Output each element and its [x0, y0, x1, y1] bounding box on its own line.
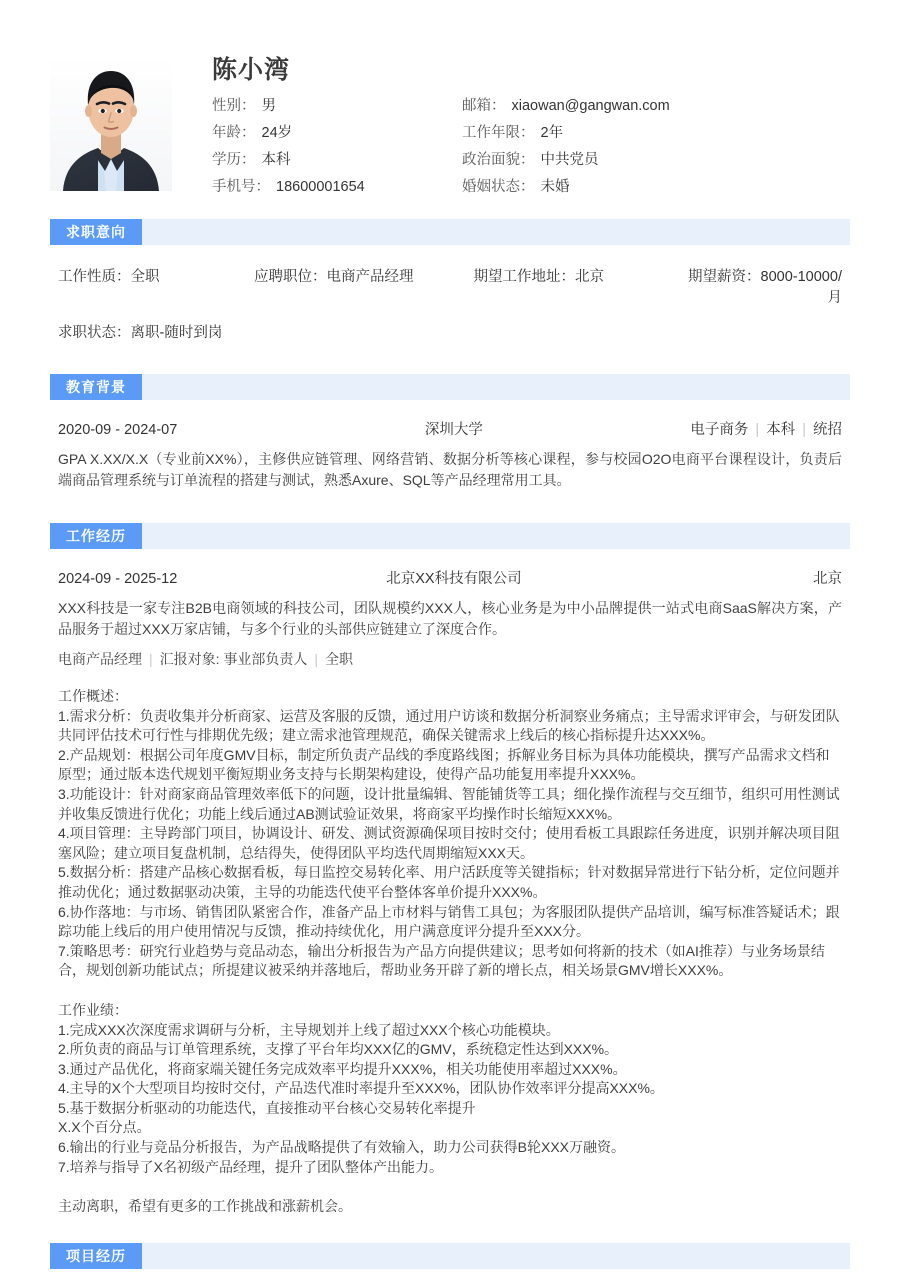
job-intent-status-label: 求职状态：: [58, 325, 131, 341]
work-overview-item: 6.协作落地：与市场、销售团队紧密合作，准备产品上市材料与销售工具包；为客服团队提供产品培训，编写标准答疑话术；跟踪功能上线后的用户使用情况与反馈，推动持续优化，用户满意度评分提升至XXX分。: [58, 903, 840, 940]
info-degree-label: 学历：: [212, 152, 256, 168]
work-overview-item: 4.项目管理：主导跨部门项目，协调设计、研发、测试资源确保项目按时交付；使用看板工具跟踪任务进度，识别并解决项目阻塞风险；建立项目复盘机制，总结得失，使得团队平均迭代周期缩短XXX天。: [58, 825, 840, 861]
job-intent-salary-value: 8000-10000/月: [760, 269, 842, 306]
divider: |: [755, 422, 760, 438]
info-marital-label: 婚姻状态：: [462, 179, 535, 195]
info-age-label: 年龄：: [212, 125, 256, 141]
work-meta-nature: 全职: [325, 651, 354, 667]
info-gender-value: 男: [261, 98, 276, 114]
education-tag-major: 电子商务: [690, 422, 749, 438]
work-company: 北京XX科技有限公司: [386, 571, 522, 587]
work-overview-item: 7.策略思考：研究行业趋势与竞品动态，输出分析报告为产品方向提供建议；思考如何将新的技术（如AI推荐）与业务场景结合，规划创新功能试点；所提建议被采纳并落地后，帮助业务开辟了新的增长点，相关场景GMV增长XXX%。: [58, 942, 825, 979]
info-political: [462, 151, 850, 169]
profile-photo: [50, 55, 172, 191]
education-description: GPA X.XX/X.X（专业前XX%），主修供应链管理、网络营销、数据分析等核心课程，参与校园O2O电商平台课程设计，负责后端商品管理系统与订单流程的搭建与测试，熟悉Axure、SQL等产品经理常用工具。: [58, 451, 842, 488]
work-location: 北京: [812, 571, 842, 587]
section-title-job-intent: 求职意向: [50, 219, 142, 245]
info-gender-label: 性别：: [212, 98, 256, 114]
header-details: [172, 55, 850, 196]
info-work-years: [462, 124, 850, 142]
job-intent-status-value: 离职-随时到岗: [130, 325, 223, 341]
divider: |: [802, 422, 806, 438]
work-achievement-item: 3.通过产品优化，将商家端关键任务完成效率平均提升XXX%，相关功能使用率超过XXX%。: [58, 1060, 627, 1077]
job-intent-position-value: 电商产品经理: [326, 269, 414, 285]
info-marital: [462, 178, 850, 196]
info-age: [212, 124, 462, 142]
info-degree: [212, 151, 462, 169]
job-intent-city: [474, 265, 678, 286]
work-achievement-item: 4.主导的X个大型项目均按时交付，产品迭代准时率提升至XXX%，团队协作效率评分提高XXX%。: [58, 1080, 664, 1097]
work-overview-item: 1.需求分析：负责收集并分析商家、运营及客服的反馈，通过用户访谈和数据分析洞察业务痛点；主导需求评审会，与研发团队共同评估技术可行性与排期优先级；建立需求池管理规范，确保关键需求上线后的核心指标提升达XXX%。: [58, 707, 840, 744]
info-work-years-value: 2年: [540, 125, 564, 141]
job-intent-position: [254, 265, 474, 286]
info-marital-value: 未婚: [540, 179, 570, 195]
info-email-label: 邮箱：: [462, 98, 506, 114]
education-tag-admission: 统招: [812, 422, 842, 438]
section-header-work: [50, 523, 850, 549]
work-date: 2024-09 - 2025-12: [58, 571, 178, 587]
job-intent-nature-label: 工作性质：: [58, 269, 131, 285]
resume-content: [50, 0, 850, 1287]
job-intent-position-label: 应聘职位：: [254, 269, 327, 285]
work-company-intro: XXX科技是一家专注B2B电商领域的科技公司，团队规模约XXX人，核心业务是为中小品牌提供一站式电商SaaS解决方案，产品服务于超过XXX万家店铺，与多个行业的头部供应链建立了深度合作。: [58, 600, 842, 637]
section-header-education: [50, 374, 850, 400]
info-email-value: xiaowan@gangwan.com: [511, 98, 670, 114]
work-achievement-item: 5.基于数据分析驱动的功能迭代，直接推动平台核心交易转化率提升: [58, 1099, 476, 1116]
info-phone: [212, 178, 462, 196]
education-entry-head: [58, 418, 842, 439]
work-achievement-title: 工作业绩：: [58, 1001, 128, 1018]
job-intent-block: [50, 265, 850, 342]
work-block: [50, 567, 850, 1217]
job-intent-row-1: [58, 265, 842, 307]
info-phone-label: 手机号：: [212, 179, 270, 195]
info-age-value: 24岁: [261, 125, 293, 141]
section-header-project: [50, 1243, 850, 1269]
work-overview-item: 2.产品规划：根据公司年度GMV目标，制定所负责产品线的季度路线图；拆解业务目标为具体功能模块，撰写产品需求文档和原型；通过版本迭代规划平衡短期业务支持与长期架构建设，使得产品功能复用率提升XXX%。: [58, 746, 830, 783]
info-email: [462, 97, 850, 115]
education-block: [50, 418, 850, 491]
section-title-work: 工作经历: [50, 523, 142, 549]
work-achievement-item: X.X个百分点。: [58, 1119, 151, 1136]
section-header-job-intent: [50, 219, 850, 245]
resume-header: [50, 0, 850, 195]
divider: |: [314, 651, 319, 667]
info-gender: [212, 97, 462, 115]
work-achievement-item: 7.培养与指导了X名初级产品经理，提升了团队整体产出能力。: [58, 1158, 444, 1175]
work-overview-item: 3.功能设计：针对商家商品管理效率低下的问题，设计批量编辑、智能铺货等工具；细化操作流程与交互细节，组织可用性测试并收集反馈进行优化；功能上线后通过AB测试验证效果，将商家平均操作时长缩短XXX%。: [58, 785, 840, 822]
job-intent-nature: [58, 265, 254, 286]
work-overview-title: 工作概述：: [58, 688, 128, 704]
info-political-label: 政治面貌：: [462, 152, 535, 168]
work-achievement-item: 1.完成XXX次深度需求调研与分析，主导规划并上线了超过XXX个核心功能模块。: [58, 1021, 560, 1038]
section-title-education: 教育背景: [50, 374, 142, 400]
divider: |: [149, 651, 153, 667]
info-work-years-label: 工作年限：: [462, 125, 535, 141]
page-title: 陈小湾: [212, 56, 291, 84]
section-title-project: 项目经历: [50, 1243, 142, 1269]
info-phone-value: 18600001654: [276, 179, 365, 195]
work-leave-reason: 主动离职，希望有更多的工作挑战和涨薪机会。: [58, 1198, 352, 1215]
info-political-value: 中共党员: [540, 152, 599, 168]
info-degree-value: 本科: [261, 152, 291, 168]
work-entry-head: [58, 567, 842, 588]
education-tag-degree: 本科: [766, 422, 796, 438]
work-meta: [58, 649, 842, 669]
work-overview-item: 5.数据分析：搭建产品核心数据看板，每日监控交易转化率、用户活跃度等关键指标；针对数据异常进行下钻分析，定位问题并推动优化；通过数据驱动决策，主导的功能迭代使平台整体客单价提升XXX%。: [58, 864, 840, 900]
work-meta-title: 电商产品经理: [58, 651, 142, 667]
job-intent-nature-value: 全职: [130, 269, 160, 285]
work-achievement-item: 6.输出的行业与竞品分析报告，为产品战略提供了有效输入，助力公司获得B轮XXX万融资。: [58, 1139, 626, 1156]
job-intent-salary: [677, 265, 842, 307]
work-meta-report-to: 汇报对象: 事业部负责人: [159, 651, 308, 667]
job-intent-salary-label: 期望薪资：: [688, 269, 761, 285]
work-achievement-item: 2.所负责的商品与订单管理系统，支撑了平台年均XXX亿的GMV，系统稳定性达到XXX%。: [58, 1041, 619, 1058]
education-school: 深圳大学: [424, 422, 483, 438]
job-intent-city-value: 北京: [575, 269, 605, 285]
job-intent-status: [58, 321, 842, 342]
education-tags: [583, 418, 842, 439]
job-intent-city-label: 期望工作地址：: [473, 269, 576, 285]
education-date: 2020-09 - 2024-07: [58, 422, 178, 438]
job-intent-row-2: [58, 321, 842, 342]
basic-info-grid: [212, 97, 850, 196]
